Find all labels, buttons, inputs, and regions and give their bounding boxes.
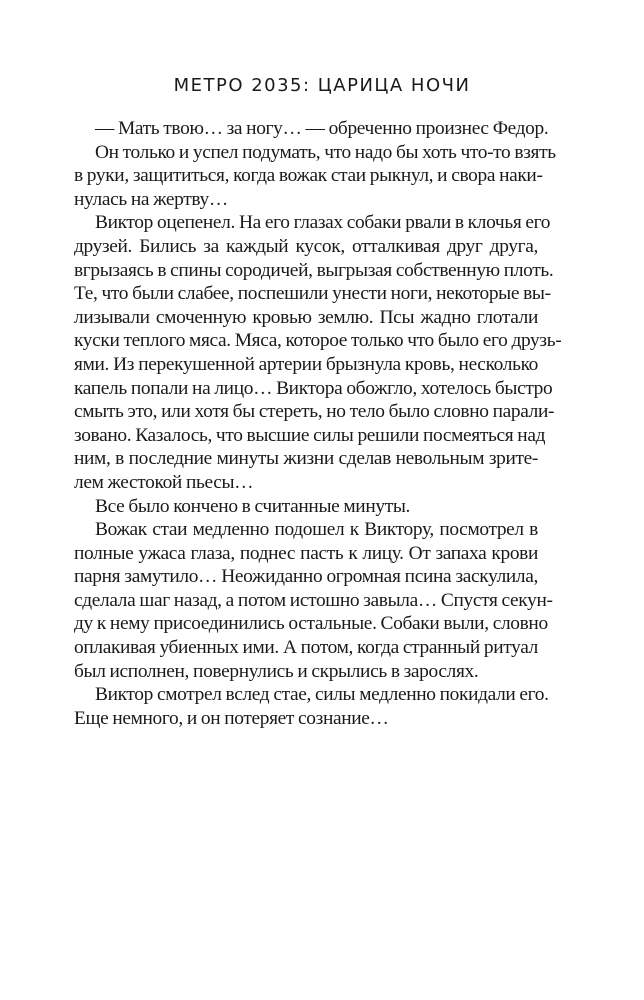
body-text [74,117,562,730]
text-line: ним, в последние минуты жизни сделав невольным зрите- [74,448,538,470]
text-line: Виктор смотрел вслед стае, силы медленно покидали его. [95,684,549,706]
text-line: лем жестокой пьесы… [74,471,254,493]
text-line: Те, что были слабее, поспешили унести ноги, некоторые вы- [74,283,551,305]
text-line: оплакивая убиенных ими. А потом, когда странный ритуал [74,637,538,659]
text-line: полные ужаса глаза, поднес пасть к лицу. От запаха крови [74,542,538,564]
text-line: — Мать твою… за ногу… — обреченно произнес Федор. [95,118,549,139]
text-line: Вожак стаи медленно подошел к Виктору, посмотрел в [95,519,538,541]
text-line: парня замутило… Неожиданно огромная псина заскулила, [74,566,538,588]
text-line: в руки, защититься, когда вожак стаи рыкнул, и свора наки- [74,165,543,187]
text-line: вгрызаясь в спины сородичей, выгрызая собственную плоть. [74,259,554,281]
text-line: Виктор оцепенел. На его глазах собаки рвали в клочья его [95,212,551,234]
text-line: смыть это, или хотя бы стереть, но тело было словно парали- [74,401,555,423]
text-line: ду к нему присоединились остальные. Собаки выли, словно [74,613,548,635]
text-line: лизывали смоченную кровью землю. Псы жадно глотали [74,306,538,328]
text-line: нулась на жертву… [74,188,228,210]
text-line: ями. Из перекушенной артерии брызнула кровь, несколько [74,353,538,375]
text-line: друзей. Бились за каждый кусок, отталкивая друг друга, [74,235,538,257]
text-line: Он только и успел подумать, что надо бы хоть что-то взять [95,141,556,163]
text-line: был исполнен, повернулись и скрылись в зарослях. [74,660,479,682]
text-line: Все было кончено в считанные минуты. [95,495,411,517]
running-head: МЕТРО 2035: ЦАРИЦА НОЧИ [173,75,471,96]
text-line: сделала шаг назад, а потом истошно завыла… Спустя секун- [74,589,553,611]
text-line: капель попали на лицо… Виктора обожгло, хотелось быстро [74,377,553,399]
text-line: куски теплого мяса. Мяса, которое только что было его друзь- [74,330,562,352]
text-line: Еще немного, и он потеряет сознание… [74,707,389,729]
text-line: зовано. Казалось, что высшие силы решили посмеяться над [74,424,546,446]
